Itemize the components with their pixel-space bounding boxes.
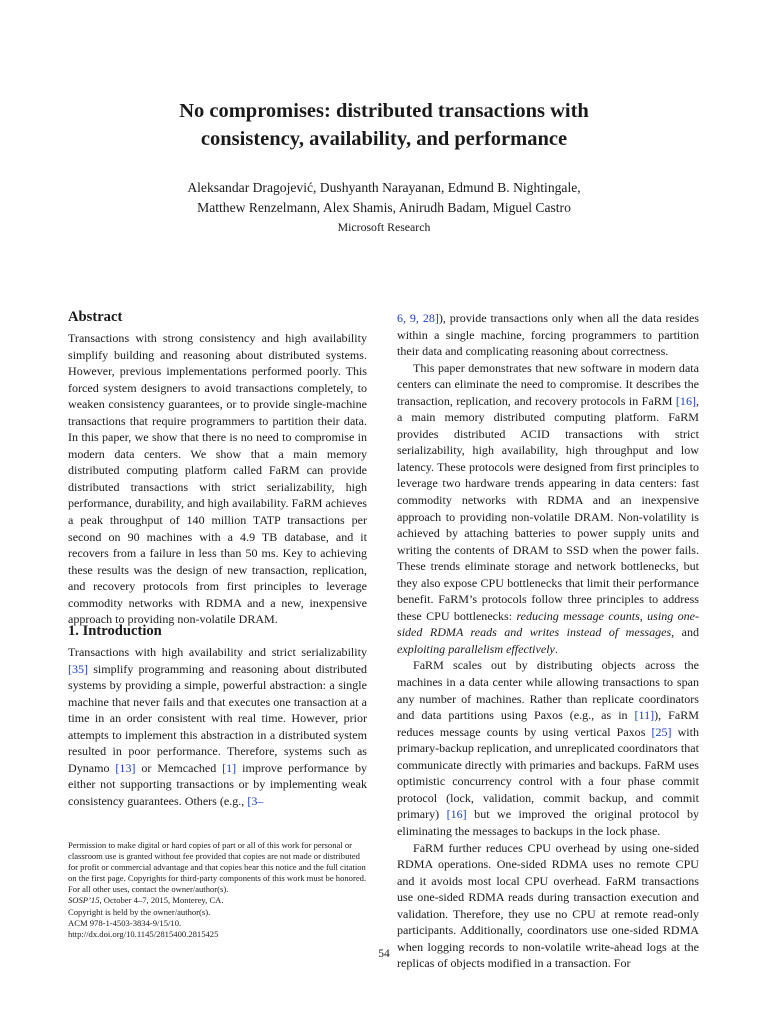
- abstract-heading: Abstract: [68, 309, 123, 325]
- citation-link[interactable]: [13]: [115, 760, 136, 775]
- intro-text-a: Transactions with high availability and strict serializability: [68, 645, 367, 659]
- affiliation: Microsoft Research: [337, 220, 431, 234]
- footnote-line: on the first page. Copyrights for third-party components of this work must be honored.: [68, 873, 367, 884]
- paper-title-line-2: consistency, availability, and performance: [200, 128, 568, 150]
- principle-2: using one-sided RDMA reads and writes instead of messages: [397, 608, 699, 640]
- p3-text-b: ), FaRM reduces message counts by using vertical Paxos: [397, 708, 699, 739]
- right-column-body: [397, 310, 699, 972]
- footnote-line: For all other uses, contact the owner/author(s).: [68, 884, 229, 895]
- period: .: [554, 641, 558, 656]
- citation-link[interactable]: [25]: [651, 724, 672, 739]
- doi-link[interactable]: http://dx.doi.org/10.1145/2815400.2815425: [68, 928, 219, 939]
- principle-1: reducing message counts: [516, 608, 640, 623]
- separator: , and: [671, 625, 699, 640]
- paragraph-one-sided-rdma: FaRM further reduces CPU overhead by using one-sided RDMA operations. One-sided RDMA uses no remote CPU and it avoids most local CPU overhead. FaRM transactions use one-sided RDMA reads during transaction execution and validation. Therefore, they use no CPU at remote read-only participants. Additionally, coordinators use one-sided RDMA when logging records to non-volatile write-ahead logs at the replicas of objects modified in a transaction. For: [397, 840, 699, 971]
- citation-link[interactable]: [11]: [634, 708, 655, 723]
- principle-3: exploiting parallelism effectively: [397, 641, 555, 656]
- footnote-line: Permission to make digital or hard copies of part or all of this work for personal or: [68, 840, 353, 850]
- p2-text-a: This paper demonstrates that new software in modern data centers can eliminate the need to compromise. It describes the transaction, replication, and recovery protocols in FaRM: [397, 360, 699, 408]
- intro-text-d: improve performance by either not supporting transactions or by implementing weak consistency guarantees. Others (e.g.,: [68, 760, 367, 808]
- authors-line-1: Aleksandar Dragojević, Dushyanth Narayanan, Edmund B. Nightingale,: [187, 180, 581, 195]
- paper-title: [0, 97, 768, 153]
- p2-text-b: , a main memory distributed computing platform. FaRM provides distributed ACID transactions with strict serializability, high availability, high throughput and low latency. These protocols were designed from first principles to leverage two hardware trends appearing in data centers: fast commodity networks with RDMA and an inexpensive approach to providing non-volatile DRAM. Non-volatility is achieved by attaching batteries to power supply units and writing the contents of DRAM to SSD when the power fails. These trends eliminate storage and network bottlenecks, but they also expose CPU bottlenecks that limit their performance benefit. FaRM’s protocols follow three principles to address these CPU bottlenecks:: [397, 393, 699, 623]
- author-list: [0, 178, 768, 218]
- p3-text-c: with primary-backup replication, and unreplicated coordinators that communicate directly with primaries and backups. FaRM uses optimistic concurrency control with a four phase commit protocol (lock, validation, commit backup, and commit primary): [397, 724, 699, 822]
- copyright-line: Copyright is held by the owner/author(s).: [68, 906, 211, 917]
- intro-paragraph-1: [68, 644, 367, 809]
- citation-link[interactable]: 6, 9, 28]: [397, 311, 439, 325]
- abstract-text: Transactions with strong consistency and high availability simplify building and reasoning about distributed systems. However, previous implementations performed poorly. This forced system designers to avoid transactions completely, to weaken consistency guarantees, or to provide single-machine transactions that require programmers to partition their data. In this paper, we show that there is no need to compromise in modern data centers. We show that a main memory distributed computing platform called FaRM can provide distributed transactions with strict serializability, high performance, durability, and high availability. FaRM achieves a peak throughput of 140 million TATP transactions per second on 90 machines with a 4.9 TB database, and it recovers from a failure in less than 50 ms. Key to achieving these results was the design of new transaction, replication, and recovery protocols from first principles to leverage commodity networks with RDMA and a new, inexpensive approach to providing non-volatile DRAM.: [68, 331, 367, 627]
- citation-link[interactable]: [1]: [222, 760, 237, 775]
- copyright-footnote: [68, 840, 368, 940]
- citation-link[interactable]: [16]: [446, 807, 467, 822]
- separator: ,: [639, 608, 648, 623]
- intro-text-c: or Memcached: [135, 760, 223, 775]
- p3-text-d: but we improved the original protocol by eliminating the messages to backups in the lock phase.: [397, 807, 699, 838]
- footnote-line: for profit or commercial advantage and that copies bear this notice and the full citation: [68, 862, 366, 873]
- continued-text: ), provide transactions only when all the data resides within a single machine, forcing programmers to partition their data and complicating reasoning about correctness.: [397, 311, 699, 359]
- citation-link[interactable]: [16]: [675, 393, 696, 408]
- venue-name: SOSP’15,: [68, 895, 102, 906]
- intro-text-b: simplify programming and reasoning about distributed systems by providing a simple, powerful abstraction: a single machine that never fails and that executes one transaction at a time in an order consistent with real time. However, prior attempts to implement this abstraction in a distributed system resulted in poor performance. Therefore, systems such as Dynamo: [68, 661, 367, 775]
- paragraph-farm-overview: [397, 360, 699, 658]
- continued-paragraph: [397, 310, 699, 360]
- authors-line-2: Matthew Renzelmann, Alex Shamis, Anirudh Badam, Miguel Castro: [197, 200, 571, 215]
- page-number: 54: [378, 948, 390, 960]
- citation-link[interactable]: [3–: [247, 793, 264, 808]
- venue-line: [68, 895, 368, 906]
- p3-text-a: FaRM scales out by distributing objects across the machines in a data center while allowing transactions to span any number of machines. Rather than replicate coordinators and data partitions using Paxos (e.g., as in: [397, 658, 699, 723]
- paragraph-scale-out: [397, 657, 699, 839]
- introduction-heading: 1. Introduction: [68, 623, 162, 639]
- footnote-line: classroom use is granted without fee provided that copies are not made or distributed: [68, 851, 360, 862]
- paper-title-line-1: No compromises: distributed transactions with: [179, 100, 589, 122]
- acm-isbn-line: ACM 978-1-4503-3834-9/15/10.: [68, 917, 182, 928]
- abstract-body: [68, 330, 367, 628]
- venue-details: October 4–7, 2015, Monterey, CA.: [101, 895, 224, 906]
- citation-link[interactable]: [35]: [68, 661, 89, 676]
- introduction-body: [68, 644, 367, 809]
